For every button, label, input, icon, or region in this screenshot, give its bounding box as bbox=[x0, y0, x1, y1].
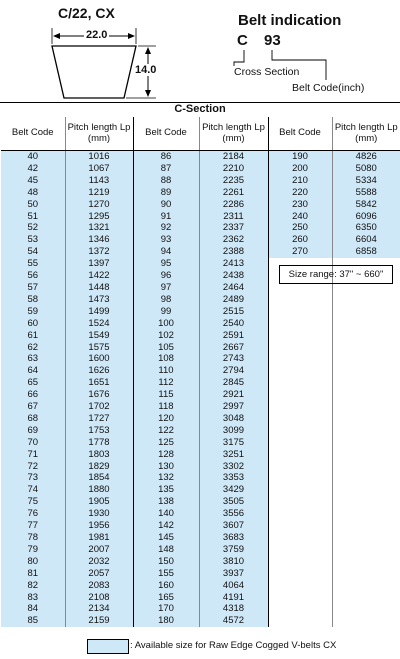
pitch-length-cell: 1143 bbox=[65, 175, 133, 187]
belt-code-cell: 115 bbox=[133, 389, 199, 401]
belt-code-cell: 65 bbox=[1, 377, 65, 389]
pitch-length-cell: 4191 bbox=[199, 592, 268, 604]
table-row bbox=[1, 377, 400, 389]
pitch-length-cell: 1016 bbox=[65, 151, 133, 163]
empty-cell bbox=[332, 615, 400, 627]
pitch-length-cell: 3937 bbox=[199, 568, 268, 580]
header-belt-code-2: Belt Code bbox=[133, 117, 199, 151]
pitch-length-cell: 2235 bbox=[199, 175, 268, 187]
belt-code-cell: 87 bbox=[133, 163, 199, 175]
pitch-length-cell: 5842 bbox=[332, 199, 400, 211]
pitch-length-cell: 3556 bbox=[199, 508, 268, 520]
empty-cell bbox=[268, 472, 332, 484]
pitch-length-cell: 3353 bbox=[199, 472, 268, 484]
belt-code-cell: 59 bbox=[1, 306, 65, 318]
pitch-length-cell: 2388 bbox=[199, 246, 268, 258]
belt-code-cell: 88 bbox=[133, 175, 199, 187]
empty-cell bbox=[268, 425, 332, 437]
table-row bbox=[1, 234, 400, 246]
empty-cell bbox=[268, 437, 332, 449]
empty-cell bbox=[268, 353, 332, 365]
belt-code-cell: 86 bbox=[133, 151, 199, 163]
pitch-length-cell: 1372 bbox=[65, 246, 133, 258]
belt-code-cell: 240 bbox=[268, 211, 332, 223]
empty-cell bbox=[332, 532, 400, 544]
belt-code-cell: 98 bbox=[133, 294, 199, 306]
pitch-length-cell: 2007 bbox=[65, 544, 133, 556]
table-row bbox=[1, 211, 400, 223]
header-pitch-length-2: Pitch length Lp (mm) bbox=[199, 117, 268, 151]
pitch-length-cell: 1778 bbox=[65, 437, 133, 449]
belt-code-cell: 165 bbox=[133, 592, 199, 604]
belt-code-cell: 122 bbox=[133, 425, 199, 437]
pitch-length-cell: 3810 bbox=[199, 556, 268, 568]
pitch-length-cell: 1346 bbox=[65, 234, 133, 246]
pitch-length-cell: 1524 bbox=[65, 318, 133, 330]
pitch-length-cell: 2413 bbox=[199, 258, 268, 270]
belt-code-cell: 57 bbox=[1, 282, 65, 294]
pitch-length-cell: 2337 bbox=[199, 222, 268, 234]
table-row bbox=[1, 544, 400, 556]
belt-code-cell: 180 bbox=[133, 615, 199, 627]
pitch-length-cell: 1753 bbox=[65, 425, 133, 437]
empty-cell bbox=[332, 306, 400, 318]
pitch-length-cell: 2159 bbox=[65, 615, 133, 627]
pitch-length-cell: 1702 bbox=[65, 401, 133, 413]
belt-code-cell: 56 bbox=[1, 270, 65, 282]
pitch-length-cell: 1499 bbox=[65, 306, 133, 318]
pitch-length-cell: 1626 bbox=[65, 365, 133, 377]
empty-cell bbox=[268, 544, 332, 556]
pitch-length-cell: 3302 bbox=[199, 461, 268, 473]
table-row bbox=[1, 413, 400, 425]
empty-cell bbox=[268, 342, 332, 354]
belt-code-cell: 83 bbox=[1, 592, 65, 604]
pitch-length-cell: 3607 bbox=[199, 520, 268, 532]
code-number: 93 bbox=[264, 32, 281, 49]
empty-cell bbox=[332, 472, 400, 484]
legend-text: : Available size for Raw Edge Cogged V-belts CX bbox=[130, 640, 337, 651]
empty-cell bbox=[332, 353, 400, 365]
table-row bbox=[1, 425, 400, 437]
table-row bbox=[1, 175, 400, 187]
pitch-length-cell: 1600 bbox=[65, 353, 133, 365]
pitch-length-cell: 3251 bbox=[199, 449, 268, 461]
empty-cell bbox=[332, 294, 400, 306]
belt-code-cell: 160 bbox=[133, 580, 199, 592]
pitch-length-cell: 1270 bbox=[65, 199, 133, 211]
pitch-length-cell: 4572 bbox=[199, 615, 268, 627]
belt-code-cell: 93 bbox=[133, 234, 199, 246]
empty-cell bbox=[332, 437, 400, 449]
table-row bbox=[1, 318, 400, 330]
table-row bbox=[1, 389, 400, 401]
table-row bbox=[1, 461, 400, 473]
empty-cell bbox=[268, 461, 332, 473]
header-pitch-length-3: Pitch length Lp (mm) bbox=[332, 117, 400, 151]
pitch-length-cell: 1676 bbox=[65, 389, 133, 401]
table-row bbox=[1, 294, 400, 306]
table-row bbox=[1, 603, 400, 615]
pitch-length-cell: 1219 bbox=[65, 187, 133, 199]
belt-code-cell: 66 bbox=[1, 389, 65, 401]
empty-cell bbox=[332, 520, 400, 532]
empty-cell bbox=[332, 592, 400, 604]
empty-cell bbox=[268, 377, 332, 389]
table-row bbox=[1, 342, 400, 354]
table-row bbox=[1, 556, 400, 568]
header-belt-code-3: Belt Code bbox=[268, 117, 332, 151]
belt-code-cell: 120 bbox=[133, 413, 199, 425]
belt-code-cell: 48 bbox=[1, 187, 65, 199]
empty-cell bbox=[332, 330, 400, 342]
belt-code-cell: 230 bbox=[268, 199, 332, 211]
belt-code-cell: 40 bbox=[1, 151, 65, 163]
pitch-length-cell: 1473 bbox=[65, 294, 133, 306]
pitch-length-cell: 5588 bbox=[332, 187, 400, 199]
pitch-length-cell: 2515 bbox=[199, 306, 268, 318]
table-row bbox=[1, 472, 400, 484]
belt-code-cell: 77 bbox=[1, 520, 65, 532]
belt-code-cell: 71 bbox=[1, 449, 65, 461]
table-row bbox=[1, 187, 400, 199]
belt-code-cell: 220 bbox=[268, 187, 332, 199]
pitch-length-cell: 4318 bbox=[199, 603, 268, 615]
empty-cell bbox=[268, 603, 332, 615]
pitch-length-cell: 1981 bbox=[65, 532, 133, 544]
empty-cell bbox=[268, 365, 332, 377]
pitch-length-cell: 2083 bbox=[65, 580, 133, 592]
belt-code-cell: 97 bbox=[133, 282, 199, 294]
belt-code-cell: 130 bbox=[133, 461, 199, 473]
header-pitch-length-1: Pitch length Lp (mm) bbox=[65, 117, 133, 151]
pitch-length-cell: 2489 bbox=[199, 294, 268, 306]
table-row bbox=[1, 246, 400, 258]
pitch-length-cell: 3759 bbox=[199, 544, 268, 556]
table-row bbox=[1, 532, 400, 544]
belt-code-cell: 91 bbox=[133, 211, 199, 223]
empty-cell bbox=[332, 449, 400, 461]
belt-code-cell: 250 bbox=[268, 222, 332, 234]
legend-swatch bbox=[87, 639, 129, 654]
pitch-length-cell: 2794 bbox=[199, 365, 268, 377]
pitch-length-cell: 1422 bbox=[65, 270, 133, 282]
belt-code-cell: 128 bbox=[133, 449, 199, 461]
table-row bbox=[1, 615, 400, 627]
table-row bbox=[1, 222, 400, 234]
pitch-length-cell: 1803 bbox=[65, 449, 133, 461]
size-range-note: Size range: 37" ~ 660" bbox=[279, 265, 393, 284]
pitch-length-cell: 6604 bbox=[332, 234, 400, 246]
pitch-length-cell: 6858 bbox=[332, 246, 400, 258]
pitch-length-cell: 4826 bbox=[332, 151, 400, 163]
empty-cell bbox=[268, 568, 332, 580]
empty-cell bbox=[268, 330, 332, 342]
empty-cell bbox=[268, 318, 332, 330]
pitch-length-cell: 3048 bbox=[199, 413, 268, 425]
pitch-length-cell: 1727 bbox=[65, 413, 133, 425]
pitch-length-cell: 1880 bbox=[65, 484, 133, 496]
pitch-length-cell: 1448 bbox=[65, 282, 133, 294]
belt-code-cell: 84 bbox=[1, 603, 65, 615]
belt-code-cell: 190 bbox=[268, 151, 332, 163]
belt-code-cell: 132 bbox=[133, 472, 199, 484]
table-row bbox=[1, 437, 400, 449]
empty-cell bbox=[268, 484, 332, 496]
pitch-length-cell: 2032 bbox=[65, 556, 133, 568]
belt-code-cell: 260 bbox=[268, 234, 332, 246]
empty-cell bbox=[268, 508, 332, 520]
belt-code-cell: 76 bbox=[1, 508, 65, 520]
belt-code-cell: 102 bbox=[133, 330, 199, 342]
belt-code-cell: 90 bbox=[133, 199, 199, 211]
belt-code-cell: 50 bbox=[1, 199, 65, 211]
table-row bbox=[1, 568, 400, 580]
pitch-length-cell: 1321 bbox=[65, 222, 133, 234]
belt-code-cell: 42 bbox=[1, 163, 65, 175]
empty-cell bbox=[268, 389, 332, 401]
empty-cell bbox=[268, 306, 332, 318]
pitch-length-cell: 1397 bbox=[65, 258, 133, 270]
pitch-length-cell: 2134 bbox=[65, 603, 133, 615]
belt-indication-title: Belt indication bbox=[238, 12, 342, 29]
table-row bbox=[1, 508, 400, 520]
pitch-length-cell: 1854 bbox=[65, 472, 133, 484]
belt-code-cell: 52 bbox=[1, 222, 65, 234]
belt-code-cell: 82 bbox=[1, 580, 65, 592]
belt-code-cell: 200 bbox=[268, 163, 332, 175]
empty-cell bbox=[268, 520, 332, 532]
pitch-length-cell: 2362 bbox=[199, 234, 268, 246]
belt-code-cell: 63 bbox=[1, 353, 65, 365]
belt-code-cell: 54 bbox=[1, 246, 65, 258]
pitch-length-cell: 2286 bbox=[199, 199, 268, 211]
belt-code-cell: 110 bbox=[133, 365, 199, 377]
empty-cell bbox=[332, 401, 400, 413]
belt-code-cell: 148 bbox=[133, 544, 199, 556]
empty-cell bbox=[332, 568, 400, 580]
table-row bbox=[1, 163, 400, 175]
pitch-length-cell: 2667 bbox=[199, 342, 268, 354]
belt-code-cell: 78 bbox=[1, 532, 65, 544]
table-row bbox=[1, 496, 400, 508]
belt-code-cell: 68 bbox=[1, 413, 65, 425]
belt-code-cell: 105 bbox=[133, 342, 199, 354]
pitch-length-cell: 1956 bbox=[65, 520, 133, 532]
empty-cell bbox=[268, 294, 332, 306]
pitch-length-cell: 1549 bbox=[65, 330, 133, 342]
belt-code-cell: 45 bbox=[1, 175, 65, 187]
empty-cell bbox=[332, 508, 400, 520]
pitch-length-cell: 3505 bbox=[199, 496, 268, 508]
belt-code-cell: 85 bbox=[1, 615, 65, 627]
empty-cell bbox=[332, 425, 400, 437]
belt-code-cell: 94 bbox=[133, 246, 199, 258]
table-row bbox=[1, 306, 400, 318]
belt-code-cell: 79 bbox=[1, 544, 65, 556]
belt-size-table bbox=[1, 117, 400, 627]
empty-cell bbox=[332, 342, 400, 354]
table-row bbox=[1, 199, 400, 211]
empty-cell bbox=[268, 556, 332, 568]
empty-cell bbox=[268, 496, 332, 508]
table-row bbox=[1, 484, 400, 496]
belt-code-cell: 108 bbox=[133, 353, 199, 365]
empty-cell bbox=[268, 592, 332, 604]
belt-code-cell: 100 bbox=[133, 318, 199, 330]
belt-code-cell: 55 bbox=[1, 258, 65, 270]
pitch-length-cell: 2845 bbox=[199, 377, 268, 389]
pitch-length-cell: 2743 bbox=[199, 353, 268, 365]
pitch-length-cell: 3099 bbox=[199, 425, 268, 437]
table-row bbox=[1, 449, 400, 461]
belt-code-cell: 210 bbox=[268, 175, 332, 187]
section-title-cx: C/22, CX bbox=[58, 5, 115, 21]
code-letter: C bbox=[237, 32, 248, 49]
empty-cell bbox=[332, 484, 400, 496]
pitch-length-cell: 2261 bbox=[199, 187, 268, 199]
belt-code-cell: 92 bbox=[133, 222, 199, 234]
empty-cell bbox=[332, 318, 400, 330]
empty-cell bbox=[332, 496, 400, 508]
empty-cell bbox=[332, 413, 400, 425]
belt-code-cell: 140 bbox=[133, 508, 199, 520]
belt-code-cell: 125 bbox=[133, 437, 199, 449]
belt-code-cell: 270 bbox=[268, 246, 332, 258]
empty-cell bbox=[332, 377, 400, 389]
belt-code-cell: 96 bbox=[133, 270, 199, 282]
pitch-length-cell: 4064 bbox=[199, 580, 268, 592]
empty-cell bbox=[332, 544, 400, 556]
belt-code-cell: 72 bbox=[1, 461, 65, 473]
pitch-length-cell: 1905 bbox=[65, 496, 133, 508]
belt-code-cell: 53 bbox=[1, 234, 65, 246]
pitch-length-cell: 3429 bbox=[199, 484, 268, 496]
belt-code-cell: 73 bbox=[1, 472, 65, 484]
belt-code-cell: 69 bbox=[1, 425, 65, 437]
pitch-length-cell: 5080 bbox=[332, 163, 400, 175]
pitch-length-cell: 3175 bbox=[199, 437, 268, 449]
belt-code-cell: 74 bbox=[1, 484, 65, 496]
pitch-length-cell: 1067 bbox=[65, 163, 133, 175]
empty-cell bbox=[332, 580, 400, 592]
belt-code-cell: 70 bbox=[1, 437, 65, 449]
belt-code-cell: 99 bbox=[133, 306, 199, 318]
belt-code-cell: 75 bbox=[1, 496, 65, 508]
height-dimension: 14.0 bbox=[135, 64, 157, 76]
table-row bbox=[1, 592, 400, 604]
empty-cell bbox=[268, 615, 332, 627]
empty-cell bbox=[332, 365, 400, 377]
pitch-length-cell: 6350 bbox=[332, 222, 400, 234]
belt-code-cell: 61 bbox=[1, 330, 65, 342]
belt-code-cell: 80 bbox=[1, 556, 65, 568]
pitch-length-cell: 2311 bbox=[199, 211, 268, 223]
pitch-length-cell: 1295 bbox=[65, 211, 133, 223]
empty-cell bbox=[332, 389, 400, 401]
table-row bbox=[1, 353, 400, 365]
belt-code-cell: 135 bbox=[133, 484, 199, 496]
belt-code-cell: 60 bbox=[1, 318, 65, 330]
belt-code-cell: 112 bbox=[133, 377, 199, 389]
belt-code-cell: 81 bbox=[1, 568, 65, 580]
pitch-length-cell: 2184 bbox=[199, 151, 268, 163]
pitch-length-cell: 2540 bbox=[199, 318, 268, 330]
pitch-length-cell: 1651 bbox=[65, 377, 133, 389]
table-row bbox=[1, 151, 400, 163]
pitch-length-cell: 2997 bbox=[199, 401, 268, 413]
empty-cell bbox=[268, 401, 332, 413]
empty-cell bbox=[332, 556, 400, 568]
pitch-length-cell: 3683 bbox=[199, 532, 268, 544]
belt-code-cell: 155 bbox=[133, 568, 199, 580]
empty-cell bbox=[268, 449, 332, 461]
pitch-length-cell: 6096 bbox=[332, 211, 400, 223]
empty-cell bbox=[268, 580, 332, 592]
pitch-length-cell: 2210 bbox=[199, 163, 268, 175]
belt-code-cell: 58 bbox=[1, 294, 65, 306]
pitch-length-cell: 2464 bbox=[199, 282, 268, 294]
header-belt-code-1: Belt Code bbox=[1, 117, 65, 151]
belt-code-cell: 142 bbox=[133, 520, 199, 532]
belt-code-cell: 89 bbox=[133, 187, 199, 199]
table-row bbox=[1, 365, 400, 377]
top-width-dimension: 22.0 bbox=[86, 29, 108, 41]
pitch-length-cell: 1575 bbox=[65, 342, 133, 354]
table-section-title: C-Section bbox=[174, 103, 226, 115]
empty-cell bbox=[268, 532, 332, 544]
belt-code-cell: 150 bbox=[133, 556, 199, 568]
table-header-row bbox=[1, 117, 400, 151]
cross-section-label: Cross Section bbox=[234, 66, 300, 78]
belt-code-cell: 145 bbox=[133, 532, 199, 544]
belt-code-cell: 51 bbox=[1, 211, 65, 223]
table-row bbox=[1, 401, 400, 413]
empty-cell bbox=[332, 461, 400, 473]
belt-code-cell: 64 bbox=[1, 365, 65, 377]
belt-code-cell: 67 bbox=[1, 401, 65, 413]
pitch-length-cell: 2591 bbox=[199, 330, 268, 342]
empty-cell bbox=[268, 413, 332, 425]
table-row bbox=[1, 520, 400, 532]
pitch-length-cell: 5334 bbox=[332, 175, 400, 187]
belt-code-cell: 170 bbox=[133, 603, 199, 615]
pitch-length-cell: 2438 bbox=[199, 270, 268, 282]
empty-cell bbox=[332, 603, 400, 615]
belt-code-cell: 62 bbox=[1, 342, 65, 354]
pitch-length-cell: 1930 bbox=[65, 508, 133, 520]
pitch-length-cell: 2108 bbox=[65, 592, 133, 604]
belt-code-cell: 138 bbox=[133, 496, 199, 508]
belt-code-cell: 95 bbox=[133, 258, 199, 270]
belt-code-inch-label: Belt Code(inch) bbox=[292, 82, 365, 94]
table-row bbox=[1, 580, 400, 592]
pitch-length-cell: 1829 bbox=[65, 461, 133, 473]
belt-code-cell: 118 bbox=[133, 401, 199, 413]
pitch-length-cell: 2057 bbox=[65, 568, 133, 580]
table-row bbox=[1, 330, 400, 342]
pitch-length-cell: 2921 bbox=[199, 389, 268, 401]
